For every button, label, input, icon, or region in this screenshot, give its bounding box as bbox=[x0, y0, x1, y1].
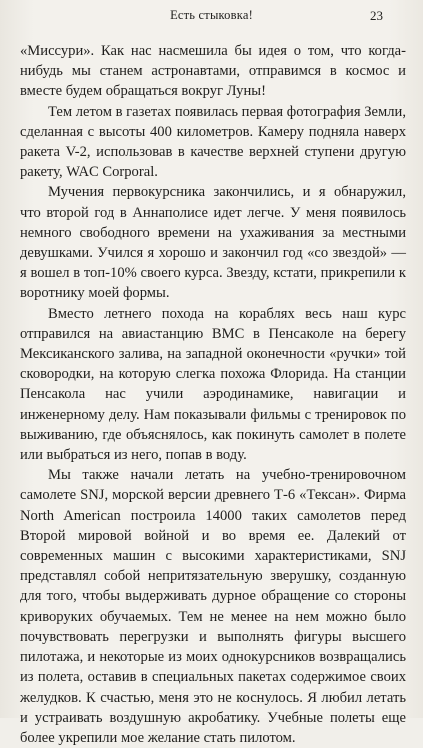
paragraph-1: «Миссури». Как нас насмешила бы идея о том, что когда-нибудь мы станем астронавтами, отправимся в космос и вместе будем обращаться вокруг Луны! bbox=[20, 43, 406, 100]
paragraph-2: Тем летом в газетах появилась первая фотография Земли, сделанная с высоты 400 километров. Камеру подняла наверх ракета V-2, использовав в качестве верхней ступени другую ракету, WAC Corporal. bbox=[20, 103, 406, 181]
paragraph-4: Вместо летнего похода на кораблях весь наш курс отправился на авиастанцию ВМС в Пенсаколе на берегу Мексиканского залива, на западной оконечности «ручки» той сковородки, на которую слегка похожа Флорида. На станции Пенсакола нас учили аэродинамике, навигации и инженерному делу. Нам показывали фильмы с тренировок по выживанию, где объяснялось, как покинуть самолет в полете или выбраться из него, попав в воду. bbox=[20, 305, 406, 464]
page-number: 23 bbox=[370, 8, 383, 23]
running-title: Есть стыковка! bbox=[170, 8, 253, 22]
body-text bbox=[20, 41, 406, 748]
paragraph-3: Мучения первокурсника закончились, и я обнаружил, что второй год в Аннаполисе идет легче. У меня появилось немного свободного времени на ухаживания за местными девушками. Учился я хорошо и закончил год «со звездой» — я вошел в топ-10% своего курса. Звезду, кстати, прикрепили к воротнику моей формы. bbox=[20, 184, 406, 302]
paragraph-5: Мы также начали летать на учебно-тренировочном самолете SNJ, морской версии древнего Т-6 «Тексан». Фирма North American построила 14000 таких самолетов перед Второй мировой войной и во время ее. Далекий от современных машин с высокими характеристиками, SNJ представлял собой непритязательную зверушку, созданную для того, чтобы выдерживать дурное обращение со стороны криворуких обучаемых. Тем не менее на нем можно было почувствовать перегрузки и выполнять фигуры высшего пилотажа, и некоторые из моих однокурсников возвращались из полета, оставив в специальных пакетах содержимое своих желудков. К счастью, меня это не коснулось. Я любил летать и устраивать воздушную акробатику. Учебные полеты еще более укрепили мое желание стать пилотом. bbox=[20, 467, 406, 746]
running-header bbox=[0, 8, 423, 26]
